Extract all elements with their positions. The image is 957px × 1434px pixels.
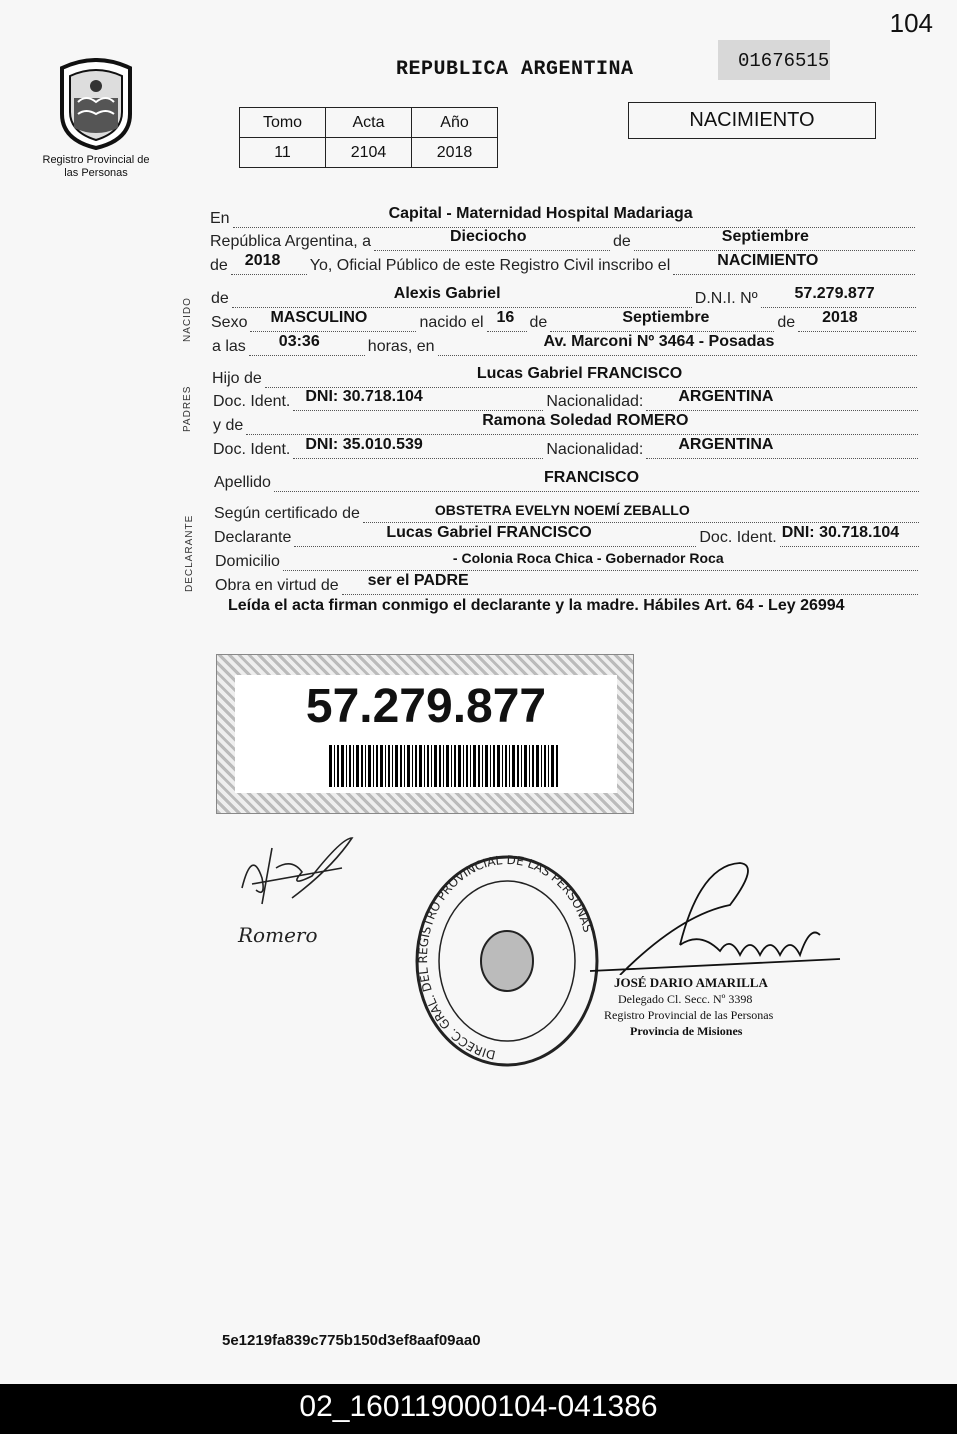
- dni-sticker-inner: [235, 675, 617, 793]
- value-dni: 57.279.877: [794, 285, 875, 302]
- label-nacionalidad-1: Nacionalidad:: [546, 393, 644, 410]
- value-mes-nac: Septiembre: [622, 309, 710, 326]
- signatory-office: Registro Provincial de las Personas: [604, 1008, 774, 1022]
- value-anio-nac: 2018: [822, 309, 858, 326]
- dni-sticker: [216, 654, 634, 814]
- line-padre-doc: [213, 389, 921, 411]
- label-doc-ident-2: Doc. Ident.: [213, 441, 291, 458]
- line-madre-doc: [213, 437, 921, 459]
- line-obra: [215, 573, 921, 595]
- value-dia-texto: Dieciocho: [450, 228, 527, 245]
- value-dia-nac: 16: [496, 309, 515, 326]
- label-apellido: Apellido: [214, 474, 271, 491]
- tomo-acta-anio-table: [239, 107, 498, 168]
- value-tipo: NACIMIENTO: [717, 252, 819, 269]
- signatory-role: Delegado Cl. Secc. Nº 3398: [618, 992, 753, 1006]
- label-nacionalidad-2: Nacionalidad:: [546, 441, 644, 458]
- value-declarante-dni: DNI: 30.718.104: [781, 524, 900, 541]
- header-acta: Acta: [326, 108, 412, 138]
- label-de-name: de: [211, 290, 229, 307]
- closing-statement: Leída el acta firman conmigo el declarante y la madre. Hábiles Art. 64 - Ley 26994: [228, 597, 845, 614]
- official-seal: [414, 854, 600, 1068]
- value-mes: Septiembre: [721, 228, 809, 245]
- value-tomo: 11: [240, 138, 326, 168]
- line-domicilio: [215, 549, 921, 571]
- line-certificado: [214, 501, 922, 523]
- line-madre: [213, 413, 921, 435]
- label-hijo-de: Hijo de: [212, 370, 262, 387]
- official-signature: [580, 855, 850, 975]
- document-hash: 5e1219fa839c775b150d3ef8aaf09aa0: [222, 1332, 481, 1349]
- value-certificado: OBSTETRA EVELYN NOEMÍ ZEBALLO: [434, 502, 690, 518]
- line-sexo: [211, 310, 919, 332]
- seal-emblem-icon: [481, 931, 533, 991]
- value-obra: ser el PADRE: [367, 572, 469, 589]
- value-madre-dni: DNI: 35.010.539: [305, 436, 423, 453]
- record-type-box: NACIMIENTO: [628, 102, 876, 139]
- page-number: 104: [889, 8, 933, 38]
- line-fecha: [210, 229, 918, 251]
- value-nombre: Alexis Gabriel: [393, 285, 501, 302]
- label-y-de: y de: [213, 417, 244, 434]
- serial-number: 01676515: [718, 40, 830, 80]
- label-doc-ident-1: Doc. Ident.: [213, 393, 291, 410]
- coat-of-arms-icon: [56, 58, 136, 150]
- label-obra: Obra en virtud de: [215, 577, 339, 594]
- label-declarante: Declarante: [214, 529, 292, 546]
- label-republica: República Argentina, a: [210, 233, 371, 250]
- side-label-padres: PADRES: [182, 385, 193, 432]
- label-horas-en: horas, en: [367, 338, 435, 355]
- barcode-icon: [329, 745, 559, 787]
- label-sexo: Sexo: [211, 314, 248, 331]
- label-a-las: a las: [212, 338, 246, 355]
- value-anio: 2018: [244, 252, 281, 269]
- line-nombre: [211, 286, 919, 308]
- label-domicilio: Domicilio: [215, 553, 280, 570]
- line-hora: [212, 334, 920, 356]
- value-declarante: Lucas Gabriel FRANCISCO: [386, 524, 592, 541]
- seal-outer-text: DIRECC. GRAL. DEL REGISTRO PROVINCIAL DE LAS PERSONAS: [416, 854, 595, 1062]
- value-padre: Lucas Gabriel FRANCISCO: [476, 365, 683, 382]
- footer-id-bar: 02_160119000104-041386: [0, 1384, 957, 1434]
- handwritten-name: Romero: [238, 923, 318, 947]
- header-tomo: Tomo: [240, 108, 326, 138]
- value-acta: 2104: [326, 138, 412, 168]
- signatory-name: JOSÉ DARIO AMARILLA: [614, 975, 768, 990]
- label-de-end: de: [777, 314, 796, 331]
- value-lugar: Capital - Maternidad Hospital Madariaga: [388, 205, 693, 222]
- value-hora: 03:36: [278, 333, 320, 350]
- side-label-declarante: DECLARANTE: [184, 514, 195, 592]
- document-title: REPUBLICA ARGENTINA: [396, 58, 634, 81]
- line-oficial: [210, 253, 918, 275]
- handwritten-signature-mother: [232, 828, 362, 948]
- value-madre: Ramona Soledad ROMERO: [482, 412, 689, 429]
- value-domicilio: - Colonia Roca Chica - Gobernador Roca: [452, 550, 724, 566]
- value-apellido: FRANCISCO: [543, 469, 640, 486]
- value-padre-nac: ARGENTINA: [678, 388, 774, 405]
- logo-caption: Registro Provincial de las Personas: [42, 154, 150, 179]
- label-de-month: de: [613, 233, 631, 250]
- value-domicilio-nac: Av. Marconi Nº 3464 - Posadas: [543, 333, 775, 350]
- side-label-nacido: NACIDO: [182, 297, 193, 342]
- label-en: En: [210, 210, 230, 227]
- value-sexo: MASCULINO: [270, 309, 368, 326]
- dni-sticker-number: 57.279.877: [305, 680, 547, 733]
- line-padre: [212, 366, 920, 388]
- header-anio: Año: [412, 108, 498, 138]
- value-madre-nac: ARGENTINA: [678, 436, 774, 453]
- label-de-year: de: [210, 257, 228, 274]
- label-dni: D.N.I. Nº: [694, 290, 758, 307]
- label-nacido-el: nacido el: [419, 314, 484, 331]
- value-anio: 2018: [412, 138, 498, 168]
- line-apellido: [214, 470, 922, 492]
- label-doc-ident-3: Doc. Ident.: [699, 529, 777, 546]
- registry-logo: [40, 58, 152, 180]
- signatory-block: [604, 975, 773, 1039]
- line-declarante: [214, 525, 922, 547]
- line-lugar: [210, 206, 918, 228]
- signatory-province: Provincia de Misiones: [630, 1024, 743, 1038]
- label-de-mid: de: [529, 314, 548, 331]
- value-padre-dni: DNI: 30.718.104: [305, 388, 423, 405]
- label-segun: Según certificado de: [214, 505, 360, 522]
- label-oficial: Yo, Oficial Público de este Registro Civil inscribo el: [309, 257, 671, 274]
